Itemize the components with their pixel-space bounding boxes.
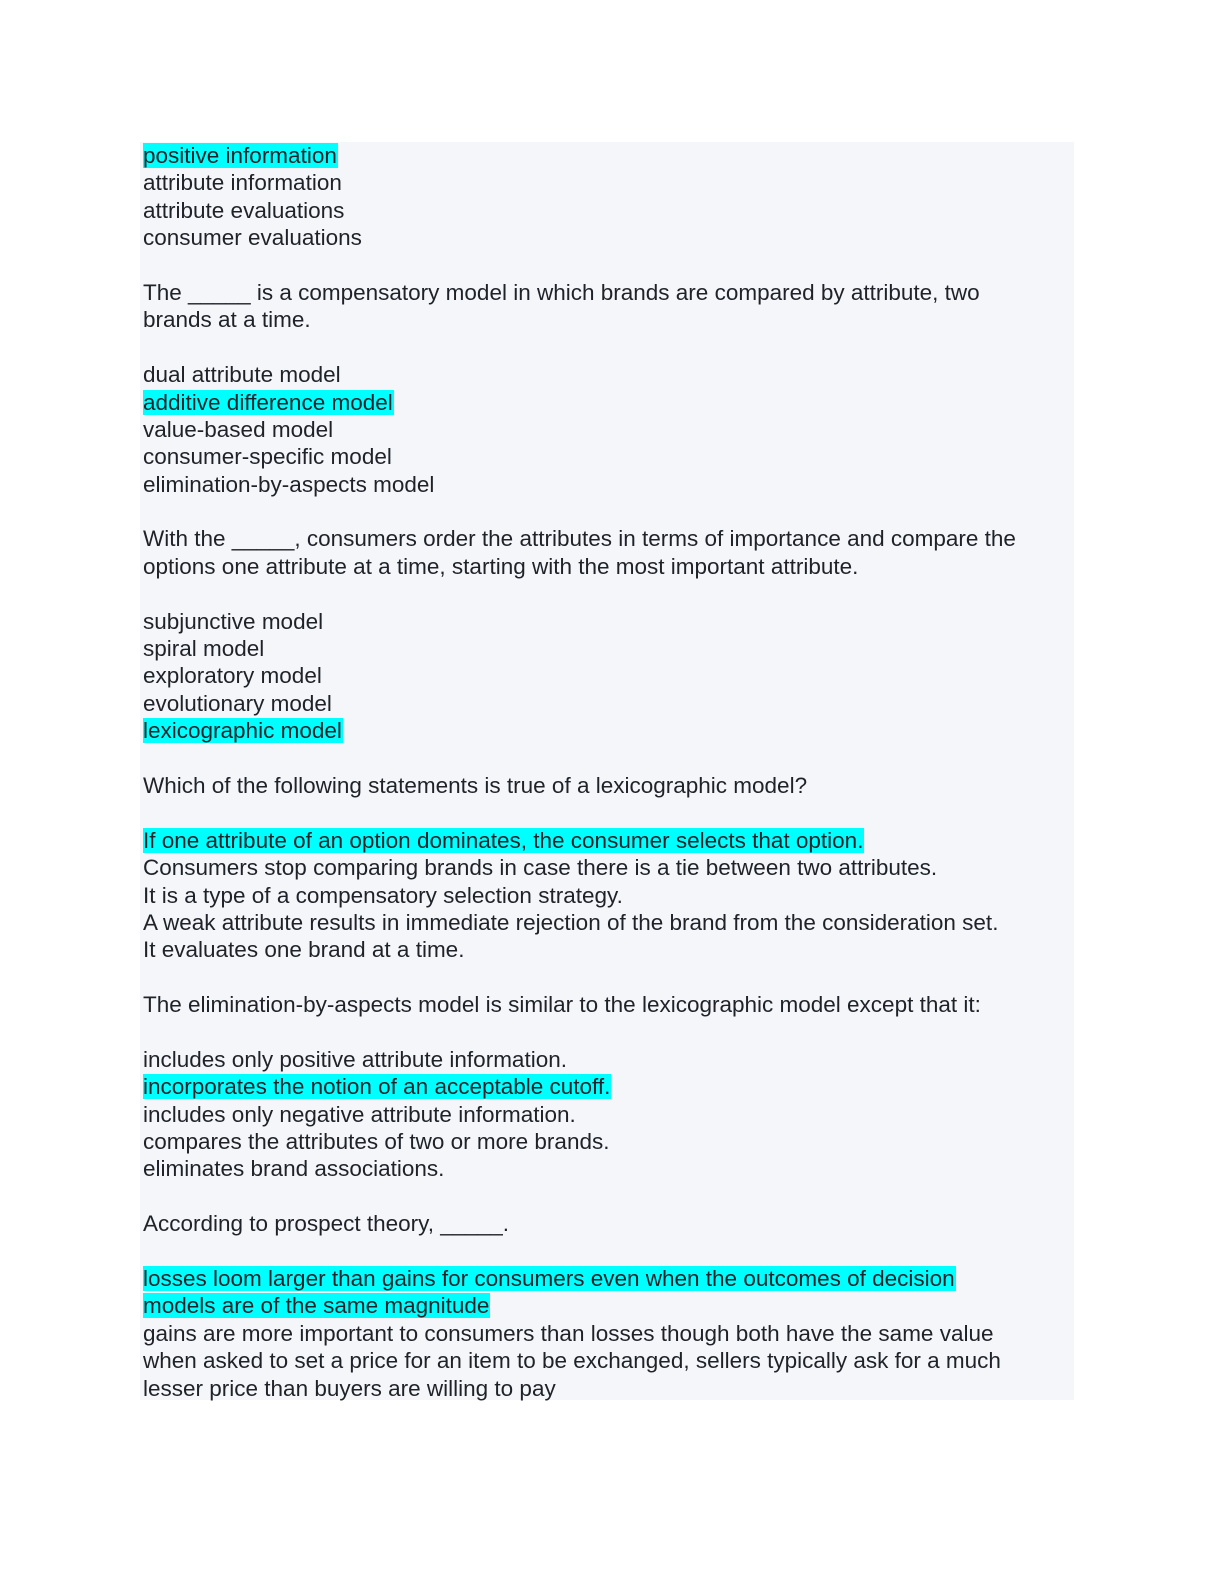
answer-option: lesser price than buyers are willing to pay bbox=[143, 1375, 556, 1401]
question-text: options one attribute at a time, starting with the most important attribute. bbox=[143, 553, 859, 579]
answer-option: value-based model bbox=[143, 416, 334, 442]
answer-option bbox=[143, 389, 1071, 416]
answer-option: elimination-by-aspects model bbox=[143, 471, 435, 497]
answer-option bbox=[143, 717, 1071, 744]
spacer bbox=[143, 498, 1071, 525]
spacer bbox=[143, 334, 1071, 361]
answer-option: exploratory model bbox=[143, 663, 322, 689]
spacer bbox=[143, 745, 1071, 772]
answer-option: attribute evaluations bbox=[143, 197, 345, 223]
question-block bbox=[143, 142, 1071, 252]
spacer bbox=[143, 964, 1071, 991]
question-text: With the _____, consumers order the attributes in terms of importance and compare the bbox=[143, 526, 1016, 552]
answer-option: dual attribute model bbox=[143, 362, 341, 388]
spacer bbox=[143, 580, 1071, 607]
answer-option bbox=[143, 142, 1071, 169]
answer-option: spiral model bbox=[143, 636, 265, 662]
spacer bbox=[143, 1238, 1071, 1265]
answer-option: consumer-specific model bbox=[143, 444, 392, 470]
spacer bbox=[143, 799, 1071, 826]
answer-option bbox=[143, 827, 1071, 854]
question-text: According to prospect theory, _____. bbox=[143, 1211, 510, 1237]
question-block bbox=[143, 279, 1071, 498]
answer-option: compares the attributes of two or more brands. bbox=[143, 1129, 610, 1155]
answer-option: includes only negative attribute information. bbox=[143, 1101, 576, 1127]
answer-option: A weak attribute results in immediate rejection of the brand from the consideration set. bbox=[143, 909, 999, 935]
answer-option: Consumers stop comparing brands in case there is a tie between two attributes. bbox=[143, 855, 938, 881]
answer-option bbox=[143, 1292, 1071, 1319]
question-block bbox=[143, 991, 1071, 1183]
spacer bbox=[143, 252, 1071, 279]
question-block bbox=[143, 525, 1071, 744]
answer-option: gains are more important to consumers than losses though both have the same value bbox=[143, 1320, 994, 1346]
question-text: brands at a time. bbox=[143, 307, 311, 333]
answer-option: includes only positive attribute information. bbox=[143, 1046, 567, 1072]
question-block bbox=[143, 772, 1071, 964]
answer-option: It evaluates one brand at a time. bbox=[143, 937, 465, 963]
highlighted-answer: lexicographic model bbox=[143, 718, 342, 744]
highlighted-answer: positive information bbox=[143, 143, 337, 168]
question-text: The elimination-by-aspects model is similar to the lexicographic model except that it: bbox=[143, 992, 981, 1018]
spacer bbox=[143, 1183, 1071, 1210]
highlighted-answer: If one attribute of an option dominates, the consumer selects that option. bbox=[143, 827, 864, 853]
answer-option: when asked to set a price for an item to be exchanged, sellers typically ask for a much bbox=[143, 1348, 1001, 1374]
answer-option: attribute information bbox=[143, 170, 342, 196]
highlighted-answer: additive difference model bbox=[143, 389, 393, 415]
question-text: Which of the following statements is true of a lexicographic model? bbox=[143, 772, 808, 798]
answer-option: consumer evaluations bbox=[143, 225, 362, 251]
question-text: The _____ is a compensatory model in which brands are compared by attribute, two bbox=[143, 279, 980, 305]
quiz-content bbox=[143, 142, 1071, 1402]
answer-option: eliminates brand associations. bbox=[143, 1156, 445, 1182]
answer-option: subjunctive model bbox=[143, 608, 324, 634]
highlighted-answer: incorporates the notion of an acceptable cutoff. bbox=[143, 1074, 611, 1100]
answer-option: evolutionary model bbox=[143, 690, 332, 716]
highlighted-answer: losses loom larger than gains for consumers even when the outcomes of decision bbox=[143, 1266, 955, 1292]
question-block bbox=[143, 1210, 1071, 1402]
answer-option bbox=[143, 1265, 1071, 1292]
answer-option: It is a type of a compensatory selection strategy. bbox=[143, 882, 623, 908]
highlighted-answer: models are of the same magnitude bbox=[143, 1293, 490, 1319]
spacer bbox=[143, 1019, 1071, 1046]
answer-option bbox=[143, 1073, 1071, 1100]
